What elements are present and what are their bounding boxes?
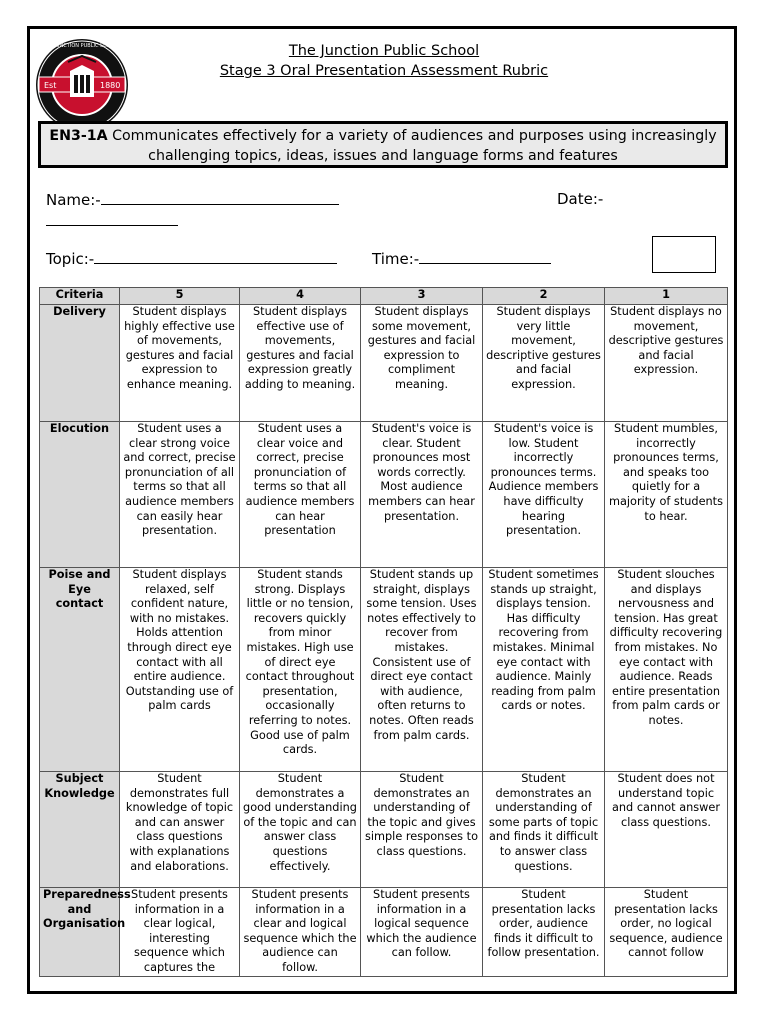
outcome-code: EN3-1A: [49, 128, 108, 144]
logo-est: Est: [44, 81, 57, 90]
header-score-1: 1: [605, 288, 728, 305]
time-field[interactable]: [372, 249, 551, 268]
school-logo: [34, 37, 130, 133]
criteria-cell: Subject Knowledge: [40, 772, 120, 888]
rubric-cell[interactable]: Student's voice is clear. Student pronounces most words correctly. Most audience members can hear presentation.: [361, 422, 483, 568]
criteria-cell: Delivery: [40, 305, 120, 422]
rubric-cell[interactable]: Student demonstrates a good understanding of the topic and can answer class questions effectively.: [240, 772, 361, 888]
rubric-cell[interactable]: Student presents information in a clear logical, interesting sequence which captures the: [120, 888, 240, 977]
table-row: [40, 888, 728, 977]
school-name: The Junction Public School: [288, 43, 480, 59]
topic-label: Topic:-: [46, 250, 95, 268]
rubric-cell[interactable]: Student presents information in a clear and logical sequence which the audience can follow.: [240, 888, 361, 977]
rubric-cell[interactable]: Student demonstrates full knowledge of topic and can answer class questions with explanations and elaborations.: [120, 772, 240, 888]
header-score-3: 3: [361, 288, 483, 305]
rubric-cell[interactable]: Student's voice is low. Student incorrectly pronounces terms. Audience members have difficulty hearing presentation.: [483, 422, 605, 568]
date-line-field[interactable]: [46, 211, 178, 230]
header-score-5: 5: [120, 288, 240, 305]
time-label: Time:-: [372, 250, 420, 268]
rubric-cell[interactable]: Student sometimes stands up straight, displays tension. Has difficulty recovering from mistakes. Minimal eye contact with audience. Mainly reading from palm cards or notes.: [483, 568, 605, 772]
rubric-cell[interactable]: Student presentation lacks order, audience finds it difficult to follow presentation.: [483, 888, 605, 977]
time-line[interactable]: [419, 249, 551, 264]
rubric-cell[interactable]: Student displays very little movement, descriptive gestures and facial expression.: [483, 305, 605, 422]
criteria-cell: Preparedness and Organisation: [40, 888, 120, 977]
rubric-cell[interactable]: Student displays no movement, descriptive gestures and facial expression.: [605, 305, 728, 422]
header-criteria: Criteria: [40, 288, 120, 305]
rubric-cell[interactable]: Student displays highly effective use of movements, gestures and facial expression to enhance meaning.: [120, 305, 240, 422]
criteria-cell: Elocution: [40, 422, 120, 568]
rubric-cell[interactable]: Student stands up straight, displays some tension. Uses notes effectively to recover from mistakes. Consistent use of direct eye contact with audience, often returns to notes. Often reads from palm cards.: [361, 568, 483, 772]
rubric-cell[interactable]: Student mumbles, incorrectly pronounces terms, and speaks too quietly for a majority of students to hear.: [605, 422, 728, 568]
rubric-cell[interactable]: Student presents information in a logical sequence which the audience can follow.: [361, 888, 483, 977]
rubric-table: [39, 287, 728, 977]
criteria-cell: Poise and Eye contact: [40, 568, 120, 772]
name-line[interactable]: [101, 190, 339, 205]
rubric-title: Stage 3 Oral Presentation Assessment Rubric: [219, 63, 549, 79]
table-row: [40, 568, 728, 772]
rubric-cell[interactable]: Student displays relaxed, self confident nature, with no mistakes. Holds attention through direct eye contact with all entire audience. Outstanding use of palm cards: [120, 568, 240, 772]
date-label: Date:-: [557, 190, 604, 208]
rubric-header-row: [40, 288, 728, 305]
rubric-cell[interactable]: Student uses a clear strong voice and correct, precise pronunciation of all terms so that all audience members can easily hear presentation.: [120, 422, 240, 568]
topic-field[interactable]: [46, 249, 337, 268]
rubric-cell[interactable]: Student does not understand topic and cannot answer class questions.: [605, 772, 728, 888]
logo-year: 1880: [100, 81, 121, 90]
rubric-cell[interactable]: Student presentation lacks order, no logical sequence, audience cannot follow: [605, 888, 728, 977]
name-label: Name:-: [46, 191, 101, 209]
header-score-2: 2: [483, 288, 605, 305]
table-row: [40, 305, 728, 422]
rubric-cell[interactable]: Student stands strong. Displays little or no tension, recovers quickly from minor mistakes. High use of direct eye contact throughout presentation, occasionally referring to notes. Good use of palm cards.: [240, 568, 361, 772]
date-line[interactable]: [46, 211, 178, 226]
rubric-cell[interactable]: Student slouches and displays nervousness and tension. Has great difficulty recovering from mistakes. No eye contact with audience. Reads entire presentation from palm cards or notes.: [605, 568, 728, 772]
topic-line[interactable]: [94, 249, 337, 264]
rubric-cell[interactable]: Student demonstrates an understanding of some parts of topic and finds it difficult to answer class questions.: [483, 772, 605, 888]
rubric-cell[interactable]: Student displays some movement, gestures and facial expression to compliment meaning.: [361, 305, 483, 422]
date-field[interactable]: [557, 190, 603, 208]
header-score-4: 4: [240, 288, 361, 305]
table-row: [40, 772, 728, 888]
outcome-text: Communicates effectively for a variety of audiences and purposes using increasingly challenging topics, ideas, issues and language forms and features: [107, 128, 717, 164]
outcome-box: [38, 121, 728, 168]
table-row: [40, 422, 728, 568]
score-box[interactable]: [652, 236, 716, 273]
rubric-cell[interactable]: Student displays effective use of movements, gestures and facial expression greatly adding to meaning.: [240, 305, 361, 422]
name-field[interactable]: [46, 190, 339, 209]
rubric-cell[interactable]: Student demonstrates an understanding of the topic and gives simple responses to class questions.: [361, 772, 483, 888]
rubric-cell[interactable]: Student uses a clear voice and correct, precise pronunciation of terms so that all audience members can hear presentation: [240, 422, 361, 568]
logo-ring-text: THE JUNCTION PUBLIC SCHOOL: [42, 43, 122, 49]
